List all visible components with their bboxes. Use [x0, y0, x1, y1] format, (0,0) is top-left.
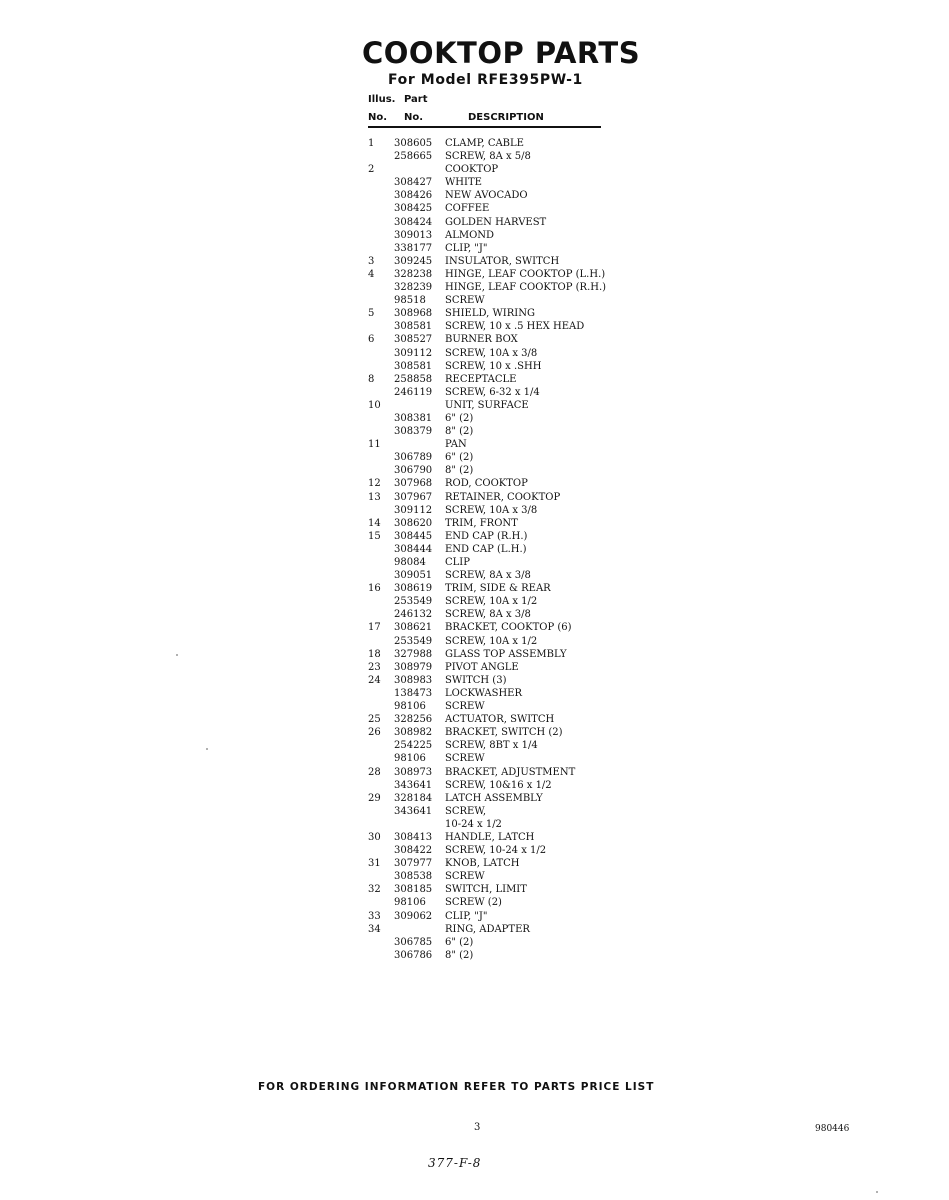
parts-row [362, 608, 622, 621]
parts-row [362, 347, 622, 360]
illus-number: 26 [368, 727, 381, 739]
parts-row [362, 883, 622, 896]
part-number: 253549 [394, 635, 433, 647]
part-number: 308605 [394, 138, 433, 149]
part-number: 308427 [394, 177, 433, 189]
part-number: 308413 [394, 831, 433, 843]
illus-number: 6 [368, 334, 375, 346]
illus-number: 33 [368, 910, 381, 922]
illus-number: 32 [368, 884, 381, 896]
part-number: 308422 [394, 845, 433, 857]
part-number: 254225 [394, 740, 433, 752]
parts-row [362, 621, 622, 634]
parts-row [362, 163, 622, 176]
illus-number: 1 [368, 138, 375, 149]
parts-row [362, 595, 622, 608]
part-description: 6" (2) [445, 936, 474, 948]
part-number: 246132 [394, 609, 433, 621]
parts-row [362, 661, 622, 674]
part-description: INSULATOR, SWITCH [445, 255, 560, 267]
part-description: SCREW, 10-24 x 1/2 [445, 845, 547, 857]
description-header: DESCRIPTION [468, 112, 544, 123]
part-number: 308581 [394, 321, 433, 333]
parts-row [362, 150, 622, 163]
parts-row [362, 438, 622, 451]
part-number: 258858 [394, 373, 433, 385]
parts-row [362, 373, 622, 386]
part-number: 308620 [394, 517, 433, 529]
part-description: SWITCH (3) [445, 674, 507, 686]
parts-row [362, 687, 622, 700]
parts-row [362, 268, 622, 281]
illus-number: 5 [368, 308, 375, 320]
part-description: HINGE, LEAF COOKTOP (R.H.) [445, 282, 607, 294]
part-number: 98518 [394, 295, 426, 307]
scan-speck [176, 654, 178, 656]
illus-number: 13 [368, 491, 381, 503]
parts-row [362, 857, 622, 870]
parts-row [362, 255, 622, 268]
page-number: 3 [474, 1122, 481, 1133]
parts-row [362, 477, 622, 490]
part-description: END CAP (R.H.) [445, 530, 528, 542]
part-description: BRACKET, COOKTOP (6) [445, 622, 572, 634]
part-description: PAN [445, 439, 467, 451]
parts-row [362, 713, 622, 726]
illus-number: 8 [368, 373, 375, 385]
parts-row [362, 491, 622, 504]
part-description: GLASS TOP ASSEMBLY [445, 648, 567, 660]
part-number: 308581 [394, 360, 433, 372]
part-number: 308968 [394, 308, 433, 320]
illus-number: 29 [368, 792, 381, 804]
parts-row [362, 752, 622, 765]
parts-row [362, 189, 622, 202]
part-description: 8" (2) [445, 949, 474, 961]
part-number: 306789 [394, 452, 433, 464]
part-number: 327988 [394, 648, 433, 660]
part-description: GOLDEN HARVEST [445, 216, 547, 228]
parts-row [362, 766, 622, 779]
part-description: 6" (2) [445, 412, 474, 424]
part-number: 308425 [394, 203, 433, 215]
illus-number: 4 [368, 268, 375, 280]
parts-row [362, 936, 622, 949]
part-description: SCREW, 8BT x 1/4 [445, 740, 538, 752]
part-description: ACTUATOR, SWITCH [445, 714, 555, 726]
part-number: 309013 [394, 229, 433, 241]
handwritten-code: 377-F-8 [428, 1156, 482, 1170]
part-number: 309062 [394, 910, 433, 922]
part-number: 308973 [394, 766, 433, 778]
parts-row [362, 648, 622, 661]
parts-row [362, 504, 622, 517]
part-description: HANDLE, LATCH [445, 831, 535, 843]
parts-row [362, 739, 622, 752]
part-description: TRIM, SIDE & REAR [445, 583, 551, 595]
part-number: 307968 [394, 478, 433, 490]
part-number: 308185 [394, 884, 433, 896]
part-description: LATCH ASSEMBLY [445, 792, 543, 804]
illus-number: 2 [368, 164, 375, 176]
part-number: 343641 [394, 779, 433, 791]
part-description: CLIP, "J" [445, 242, 488, 254]
illus-number: 24 [368, 674, 381, 686]
parts-row [362, 805, 622, 818]
illus-number: 18 [368, 648, 381, 660]
parts-row [362, 582, 622, 595]
part-number: 328256 [394, 714, 433, 726]
part-description: RECEPTACLE [445, 373, 517, 385]
part-number: 246119 [394, 386, 433, 398]
parts-row [362, 451, 622, 464]
parts-row [362, 202, 622, 215]
part-description: SCREW, [445, 805, 487, 817]
part-number: 306785 [394, 936, 433, 948]
part-description: SWITCH, LIMIT [445, 884, 527, 896]
parts-row [362, 896, 622, 909]
document-code: 980446 [815, 1124, 850, 1134]
parts-row [362, 949, 622, 962]
illus-number: 16 [368, 583, 381, 595]
illus-number: 25 [368, 714, 381, 726]
part-description: 8" (2) [445, 465, 474, 477]
illus-number: 30 [368, 831, 381, 843]
part-description: SCREW [445, 295, 485, 307]
part-number: 307977 [394, 858, 433, 870]
part-header-top: Part [404, 94, 428, 105]
part-description: END CAP (L.H.) [445, 543, 527, 555]
part-description: NEW AVOCADO [445, 190, 528, 202]
part-description: BRACKET, ADJUSTMENT [445, 766, 576, 778]
part-number: 308424 [394, 216, 433, 228]
illus-number: 31 [368, 858, 381, 870]
part-number: 308426 [394, 190, 433, 202]
part-description: SCREW, 10 x .5 HEX HEAD [445, 321, 585, 333]
parts-row [362, 281, 622, 294]
part-number: 328184 [394, 792, 433, 804]
part-description: RETAINER, COOKTOP [445, 491, 561, 503]
part-number: 98084 [394, 557, 426, 568]
illus-header-bottom: No. [368, 112, 388, 123]
parts-row [362, 412, 622, 425]
part-description: CLIP, "J" [445, 910, 488, 922]
parts-row [362, 674, 622, 687]
part-description: 8" (2) [445, 426, 474, 438]
illus-number: 15 [368, 530, 381, 542]
parts-row [362, 635, 622, 648]
part-description: SCREW, 8A x 3/8 [445, 570, 531, 582]
parts-row [362, 517, 622, 530]
part-number: 306786 [394, 949, 433, 961]
part-description: SCREW, 6-32 x 1/4 [445, 386, 540, 398]
part-number: 309112 [394, 347, 433, 359]
part-number: 308444 [394, 543, 433, 555]
part-description: SCREW [445, 871, 485, 883]
parts-row [362, 294, 622, 307]
ordering-note: FOR ORDERING INFORMATION REFER TO PARTS PRICE LIST [258, 1081, 655, 1093]
parts-row [362, 818, 622, 831]
illus-number: 14 [368, 517, 381, 529]
part-number: 308527 [394, 334, 433, 346]
parts-row [362, 910, 622, 923]
part-description: SCREW [445, 701, 485, 713]
part-number: 343641 [394, 805, 433, 817]
part-description: SCREW, 10 x .SHH [445, 360, 542, 372]
illus-number: 12 [368, 478, 381, 490]
parts-row [362, 307, 622, 320]
scan-speck [876, 1191, 878, 1193]
part-number: 308619 [394, 583, 433, 595]
part-header-bottom: No. [404, 112, 424, 123]
part-description: COFFEE [445, 203, 490, 215]
parts-row [362, 779, 622, 792]
part-description: CLIP [445, 557, 470, 568]
parts-row [362, 556, 622, 569]
scan-speck [206, 748, 208, 750]
illus-number: 3 [368, 255, 375, 267]
part-number: 308379 [394, 426, 433, 438]
parts-row [362, 870, 622, 883]
part-description: ROD, COOKTOP [445, 478, 528, 490]
illus-number: 17 [368, 622, 381, 634]
part-description: SCREW, 10A x 1/2 [445, 635, 538, 647]
part-description: PIVOT ANGLE [445, 661, 519, 673]
parts-row [362, 229, 622, 242]
parts-row [362, 569, 622, 582]
part-number: 309051 [394, 570, 433, 582]
part-description: UNIT, SURFACE [445, 399, 529, 411]
part-number: 253549 [394, 596, 433, 608]
illus-number: 11 [368, 439, 381, 451]
part-description: SCREW, 10A x 1/2 [445, 596, 538, 608]
illus-number: 34 [368, 923, 381, 935]
part-description: KNOB, LATCH [445, 858, 520, 870]
part-number: 138473 [394, 687, 433, 699]
part-number: 308381 [394, 412, 433, 424]
parts-list [362, 137, 622, 962]
part-description: SCREW, 10A x 3/8 [445, 504, 538, 516]
part-number: 258665 [394, 151, 433, 163]
parts-row [362, 792, 622, 805]
part-number: 98106 [394, 701, 426, 713]
header-rule [368, 126, 601, 128]
parts-row [362, 831, 622, 844]
parts-row [362, 726, 622, 739]
part-description: LOCKWASHER [445, 687, 523, 699]
parts-row [362, 137, 622, 150]
part-description: SCREW, 10&16 x 1/2 [445, 779, 552, 791]
part-description: 10-24 x 1/2 [445, 818, 502, 830]
parts-row [362, 176, 622, 189]
part-description: CLAMP, CABLE [445, 138, 524, 149]
part-number: 309245 [394, 255, 433, 267]
part-number: 308538 [394, 871, 433, 883]
part-description: HINGE, LEAF COOKTOP (L.H.) [445, 268, 606, 280]
part-number: 98106 [394, 753, 426, 765]
parts-row [362, 464, 622, 477]
parts-row [362, 399, 622, 412]
illus-number: 10 [368, 399, 381, 411]
part-description: SCREW (2) [445, 897, 502, 909]
parts-row [362, 543, 622, 556]
part-number: 308979 [394, 661, 433, 673]
part-description: COOKTOP [445, 164, 499, 176]
part-description: ALMOND [445, 229, 495, 241]
parts-row [362, 844, 622, 857]
illus-number: 28 [368, 766, 381, 778]
part-number: 309112 [394, 504, 433, 516]
part-description: SCREW, 8A x 5/8 [445, 151, 531, 163]
page-title: COOKTOP PARTS [362, 36, 641, 70]
part-number: 308982 [394, 727, 433, 739]
part-number: 98106 [394, 897, 426, 909]
parts-row [362, 216, 622, 229]
parts-row [362, 923, 622, 936]
part-description: BURNER BOX [445, 334, 518, 346]
part-number: 338177 [394, 242, 433, 254]
part-description: SCREW [445, 753, 485, 765]
parts-row [362, 386, 622, 399]
part-number: 328239 [394, 282, 433, 294]
part-description: RING, ADAPTER [445, 923, 530, 935]
part-description: TRIM, FRONT [445, 517, 518, 529]
part-description: WHITE [445, 177, 482, 189]
illus-header-top: Illus. [368, 94, 396, 105]
part-description: 6" (2) [445, 452, 474, 464]
part-description: SCREW, 8A x 3/8 [445, 609, 531, 621]
part-number: 328238 [394, 268, 433, 280]
part-description: BRACKET, SWITCH (2) [445, 727, 563, 739]
part-description: SCREW, 10A x 3/8 [445, 347, 538, 359]
parts-row [362, 360, 622, 373]
parts-row [362, 333, 622, 346]
parts-row [362, 320, 622, 333]
parts-row [362, 425, 622, 438]
model-subtitle: For Model RFE395PW-1 [388, 72, 583, 88]
part-number: 308983 [394, 674, 433, 686]
part-description: SHIELD, WIRING [445, 308, 535, 320]
parts-row [362, 242, 622, 255]
part-number: 307967 [394, 491, 433, 503]
parts-row [362, 530, 622, 543]
part-number: 306790 [394, 465, 433, 477]
part-number: 308621 [394, 622, 433, 634]
part-number: 308445 [394, 530, 433, 542]
illus-number: 23 [368, 661, 381, 673]
parts-row [362, 700, 622, 713]
